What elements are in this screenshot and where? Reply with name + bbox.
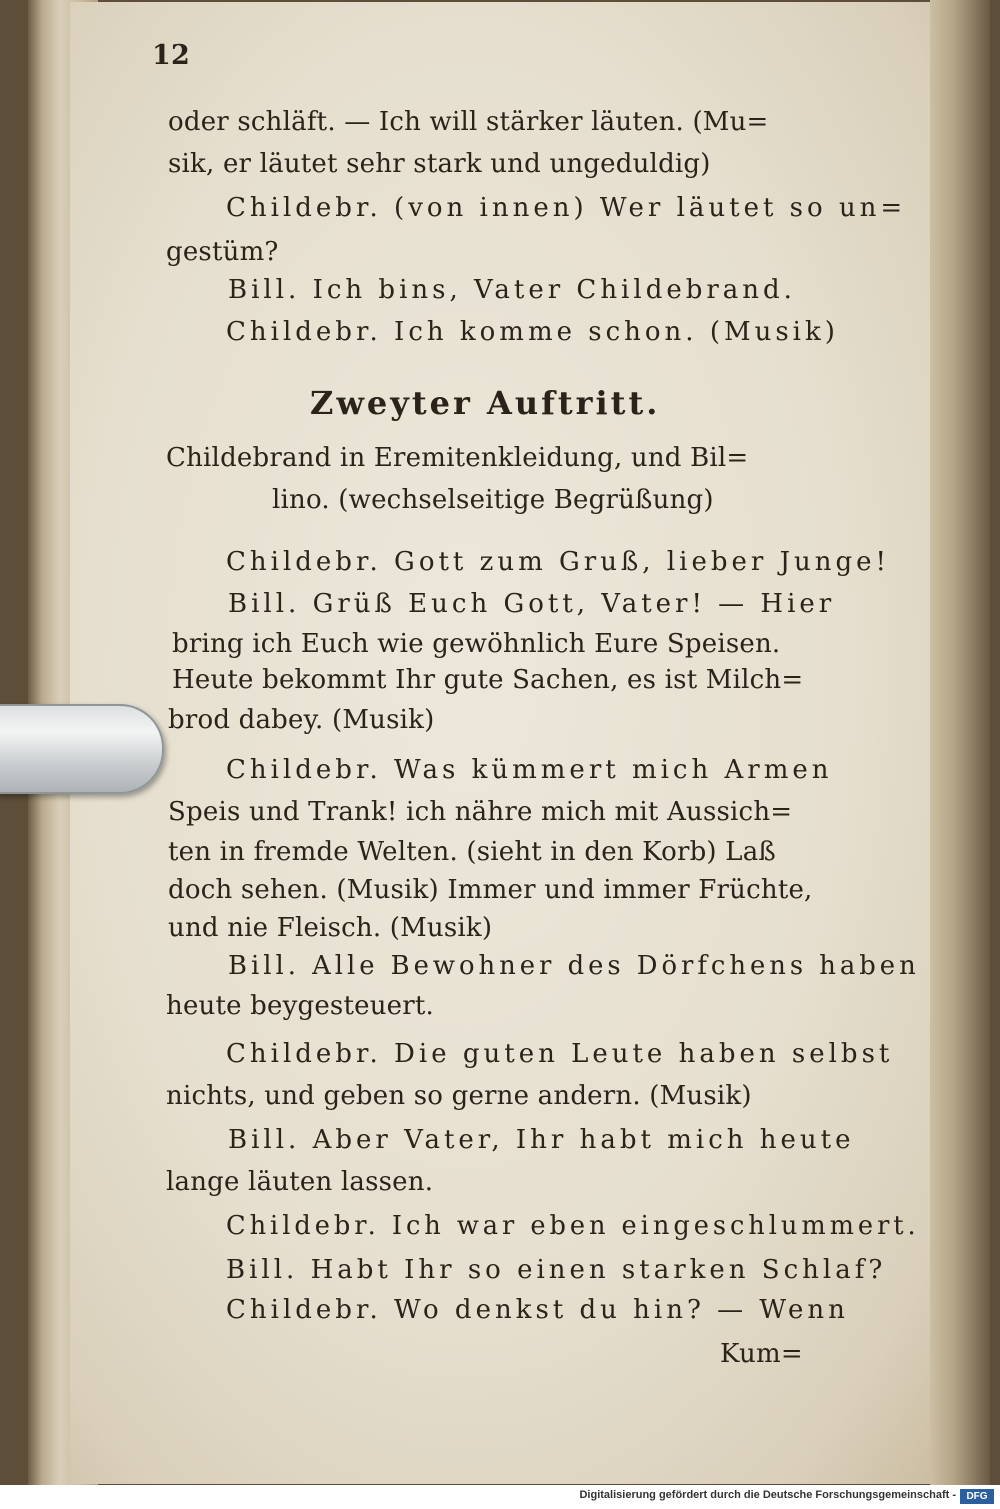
text-line: heute beygesteuert. — [166, 991, 434, 1021]
text-line: lange läuten lassen. — [166, 1167, 434, 1197]
text-line: brod dabey. (Musik) — [168, 705, 435, 735]
stage-direction-line: lino. (wechselseitige Begrüßung) — [272, 485, 714, 515]
speaker-line: Childebr. Gott zum Gruß, lieber Junge! — [226, 547, 890, 577]
text-line: sik, er läutet sehr stark und ungeduldig) — [168, 149, 711, 179]
speaker-line: Bill. Alle Bewohner des Dörfchens haben — [228, 951, 920, 981]
stage-direction-line: Childebrand in Eremitenkleidung, und Bil= — [166, 443, 749, 473]
text-line: bring ich Euch wie gewöhnlich Eure Speisen. — [172, 629, 781, 659]
footer-credit: Digitalisierung gefördert durch die Deutsche Forschungsgemeinschaft - — [579, 1489, 956, 1501]
speaker-line: Childebr. Was kümmert mich Armen — [226, 755, 833, 785]
speaker-line: Childebr. Ich war eben eingeschlummert. — [226, 1211, 920, 1241]
speaker-line: Childebr. (von innen) Wer läutet so un= — [226, 193, 907, 223]
speaker-line: Bill. Aber Vater, Ihr habt mich heute — [228, 1125, 855, 1155]
text-line: nichts, und geben so gerne andern. (Musik) — [166, 1081, 752, 1111]
page-number: 12 — [152, 40, 190, 71]
speaker-line: Childebr. Die guten Leute haben selbst — [226, 1039, 894, 1069]
text-line: Heute bekommt Ihr gute Sachen, es ist Milch= — [172, 665, 804, 695]
right-page-edge — [930, 0, 990, 1490]
catchword: Kum= — [720, 1339, 803, 1369]
speaker-line: Bill. Habt Ihr so einen starken Schlaf? — [226, 1255, 887, 1285]
text-line: gestüm? — [166, 237, 279, 267]
text-line: Speis und Trank! ich nähre mich mit Aussich= — [168, 797, 793, 827]
scene-heading: Zweyter Auftritt. — [310, 384, 661, 422]
dfg-logo: DFG — [960, 1489, 994, 1504]
text-line: ten in fremde Welten. (sieht in den Korb) Laß — [168, 837, 776, 867]
speaker-line: Childebr. Wo denkst du hin? — Wenn — [226, 1295, 849, 1325]
text-line: oder schläft. — Ich will stärker läuten. (Mu= — [168, 107, 769, 137]
speaker-line: Childebr. Ich komme schon. (Musik) — [226, 317, 839, 347]
speaker-line: Bill. Grüß Euch Gott, Vater! — Hier — [228, 589, 836, 619]
page-clip — [0, 704, 164, 794]
text-line: und nie Fleisch. (Musik) — [168, 913, 493, 943]
speaker-line: Bill. Ich bins, Vater Childebrand. — [228, 275, 796, 305]
text-line: doch sehen. (Musik) Immer und immer Früchte, — [168, 875, 813, 905]
